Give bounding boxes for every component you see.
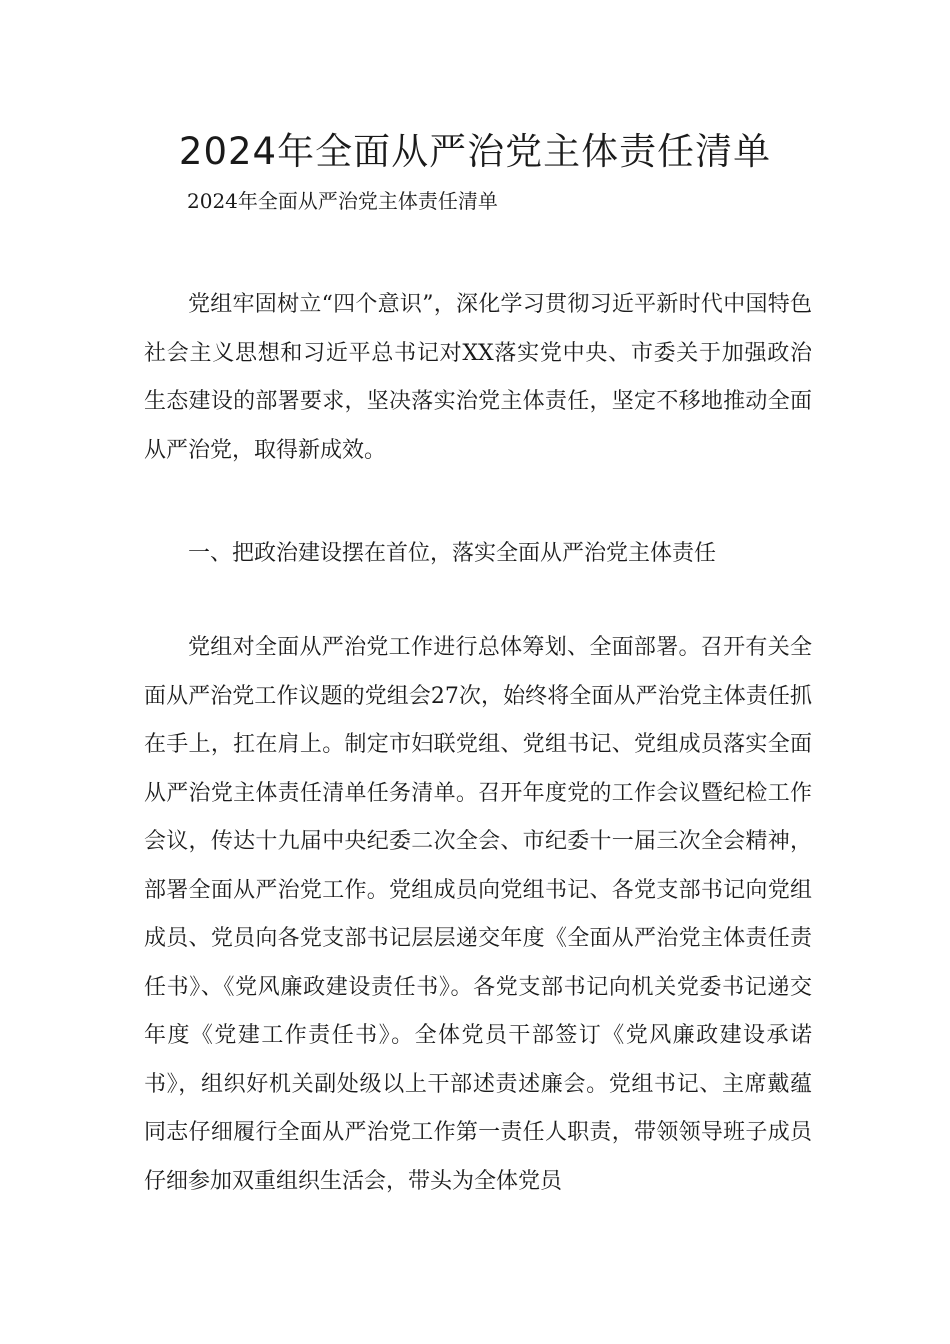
body-paragraph: 党组对全面从严治党工作进行总体筹划、全面部署。召开有关全面从严治党工作议题的党组会27次，始终将全面从严治党主体责任抓在手上，扛在肩上。制定市妇联党组、党组书记、党组成员落实全面从严治党主体责任清单任务清单。召开年度党的工作会议暨纪检工作会议，传达十九届中央纪委二次全会、市纪委十一届三次全会精神，部署全面从严治党工作。党组成员向党组书记、各党支部书记向党组成员、党员向各党支部书记层层递交年度《全面从严治党主体责任责任书》、《党风廉政建设责任书》。各党支部书记向机关党委书记递交年度《党建工作责任书》。全体党员干部签订《党风廉政建设承诺书》，组织好机关副处级以上干部述责述廉会。党组书记、主席戴蕴同志仔细履行全面从严治党工作第一责任人职责，带领领导班子成员仔细参加双重组织生活会，带头为全体党员 [144, 635, 812, 1194]
document-subtitle: 2024年全面从严治党主体责任清单 [187, 189, 498, 213]
intro-paragraph: 党组牢固树立“四个意识”，深化学习贯彻习近平新时代中国特色社会主义思想和习近平总书记对XX落实党中央、市委关于加强政治生态建设的部署要求，坚决落实治党主体责任，坚定不移地推动全面从严治党，取得新成效。 [144, 292, 812, 463]
document-title: 2024年全面从严治党主体责任清单 [178, 130, 772, 173]
section-heading: 一、把政治建设摆在首位，落实全面从严治党主体责任 [188, 541, 717, 566]
